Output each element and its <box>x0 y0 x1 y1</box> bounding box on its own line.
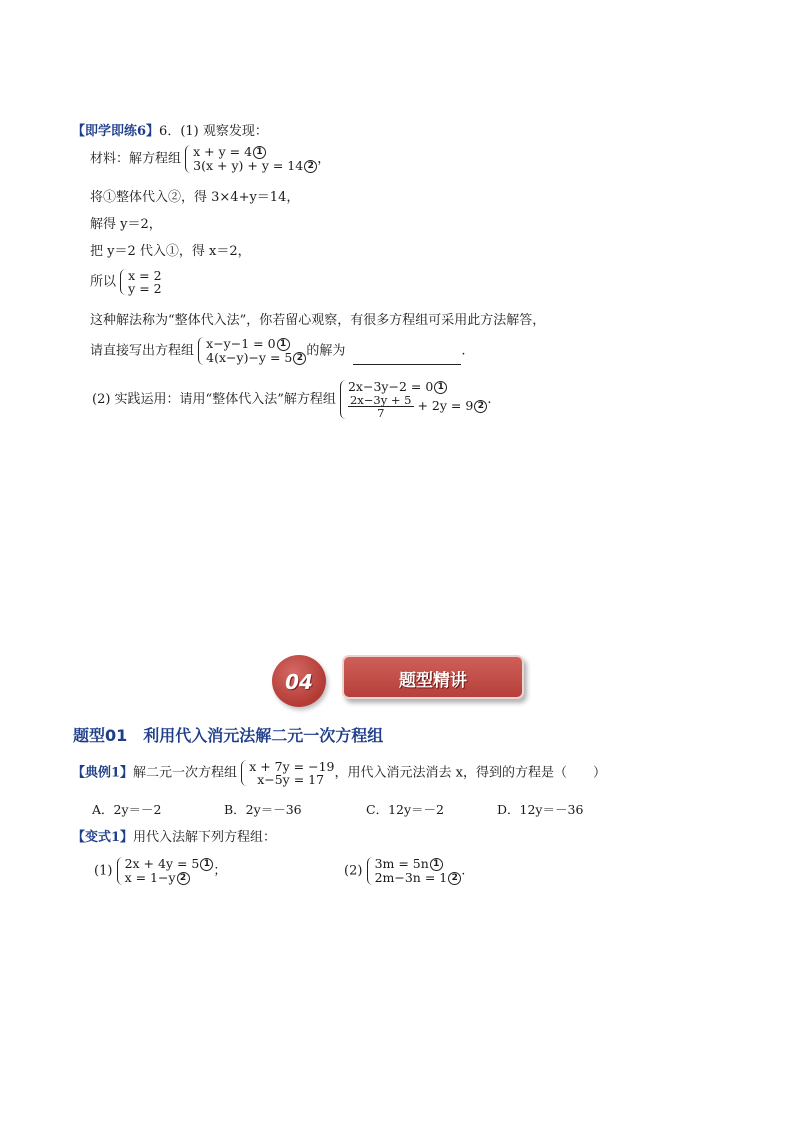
sub1-eq2: x = 1−y 2 <box>125 871 214 885</box>
example-text-b: ，用代入消元法消去 x，得到的方程是（ ） <box>334 765 606 781</box>
sub1-eq1: 2x + 4y = 5 1 <box>125 857 214 871</box>
period: . <box>487 392 492 407</box>
part2-line <box>92 380 491 419</box>
left-brace <box>117 857 123 885</box>
circled-one-icon: 1 <box>200 858 213 871</box>
fraction <box>348 394 414 419</box>
practice-header <box>72 124 268 140</box>
circled-two-icon: 2 <box>304 160 317 173</box>
step-2: 解得 y＝2， <box>90 217 162 232</box>
circled-one-icon: 1 <box>430 858 443 871</box>
equation-system-3 <box>340 380 487 419</box>
sys3-eq2 <box>348 394 487 419</box>
sys2-eq1: x−y−1 = 0 1 <box>206 337 306 351</box>
sys1-eq2: 3(x + y) + y = 14 2 <box>193 159 317 173</box>
circled-two-icon: 2 <box>474 400 487 413</box>
section-title-banner <box>342 655 524 699</box>
example-text-a: 解二元一次方程组 <box>133 765 238 781</box>
so-label: 所以 <box>90 274 117 290</box>
ask-label: 请直接写出方程组 <box>90 343 195 359</box>
sub2-system <box>367 857 462 885</box>
sys1-eq1: x + y = 4 1 <box>193 145 317 159</box>
variant-tag: 【变式1】 <box>72 830 134 845</box>
example-tag: 【典例1】 <box>72 765 134 781</box>
part2-label: (2) 实践运用：请用“整体代入法”解方程组 <box>92 392 336 407</box>
sub1-tail: ； <box>213 863 227 879</box>
example-eq2: x−5y = 17 <box>257 772 325 787</box>
equation-system-2 <box>198 337 306 365</box>
option-a[interactable]: A．2y＝－2 <box>92 802 162 817</box>
ask-tail: 的解为 <box>306 343 346 359</box>
sub1-system <box>117 857 214 885</box>
example-line <box>72 760 606 786</box>
variant-text: 用代入法解下列方程组： <box>133 830 277 845</box>
circled-one-icon: 1 <box>253 146 266 159</box>
option-d[interactable]: D．12y＝－36 <box>497 802 584 817</box>
circled-two-icon: 2 <box>177 872 190 885</box>
left-brace <box>185 145 191 173</box>
sol-x: x = 2 <box>128 268 162 283</box>
comma: ， <box>317 151 331 167</box>
subproblem-1 <box>94 857 226 885</box>
circled-two-icon: 2 <box>448 872 461 885</box>
option-c[interactable]: C．12y＝－2 <box>366 802 444 817</box>
left-brace <box>367 857 373 885</box>
circled-one-icon: 1 <box>277 338 290 351</box>
equation-system-1 <box>185 145 317 173</box>
sol-y: y = 2 <box>128 281 162 296</box>
type01-title: 题型01 利用代入消元法解二元一次方程组 <box>73 726 384 745</box>
section-number-badge <box>272 655 326 707</box>
period: . <box>461 343 466 359</box>
left-brace <box>120 269 126 295</box>
option-b[interactable]: B．2y＝－36 <box>224 802 302 817</box>
circled-one-icon: 1 <box>434 381 447 394</box>
practice-intro: 6．(1) 观察发现： <box>159 124 268 139</box>
section-heading <box>272 653 522 709</box>
sys2-eq2: 4(x−y)−y = 5 2 <box>206 351 306 365</box>
sub2-eq2: 2m−3n = 1 2 <box>375 871 462 885</box>
variant-line <box>72 830 276 846</box>
fraction-numerator: 2x−3y + 5 <box>349 393 412 407</box>
fraction-denominator: 7 <box>377 406 385 420</box>
example-eq1: x + 7y = −19 <box>249 759 335 774</box>
step-3: 把 y＝2 代入①，得 x＝2， <box>90 244 251 259</box>
solution-line <box>90 269 162 295</box>
left-brace <box>241 760 247 786</box>
sys3-eq1: 2x−3y−2 = 0 1 <box>348 380 487 394</box>
sys3-eq2-tail: + 2y = 9 <box>417 398 474 413</box>
ask-line <box>90 337 466 365</box>
left-brace <box>340 380 346 419</box>
method-note: 这种解法称为“整体代入法”，你若留心观察，有很多方程组可采用此方法解答， <box>90 313 546 328</box>
material-label: 材料：解方程组 <box>90 151 182 167</box>
solution-system <box>120 269 161 295</box>
sub1-label: (1) <box>94 863 113 879</box>
practice-tag: 【即学即练6】 <box>72 124 160 139</box>
left-brace <box>198 337 204 365</box>
material-line <box>90 145 330 173</box>
circled-two-icon: 2 <box>293 352 306 365</box>
subproblem-2 <box>344 857 465 885</box>
sub2-tail: . <box>461 863 466 879</box>
section-number: 04 <box>285 670 313 694</box>
step-1: 将①整体代入②，得 3×4+y＝14， <box>90 190 300 205</box>
answer-blank[interactable] <box>353 352 461 365</box>
section-title: 题型精讲 <box>399 671 467 691</box>
example-system <box>241 760 334 786</box>
sub2-eq1: 3m = 5n 1 <box>375 857 462 871</box>
sub2-label: (2) <box>344 863 363 879</box>
